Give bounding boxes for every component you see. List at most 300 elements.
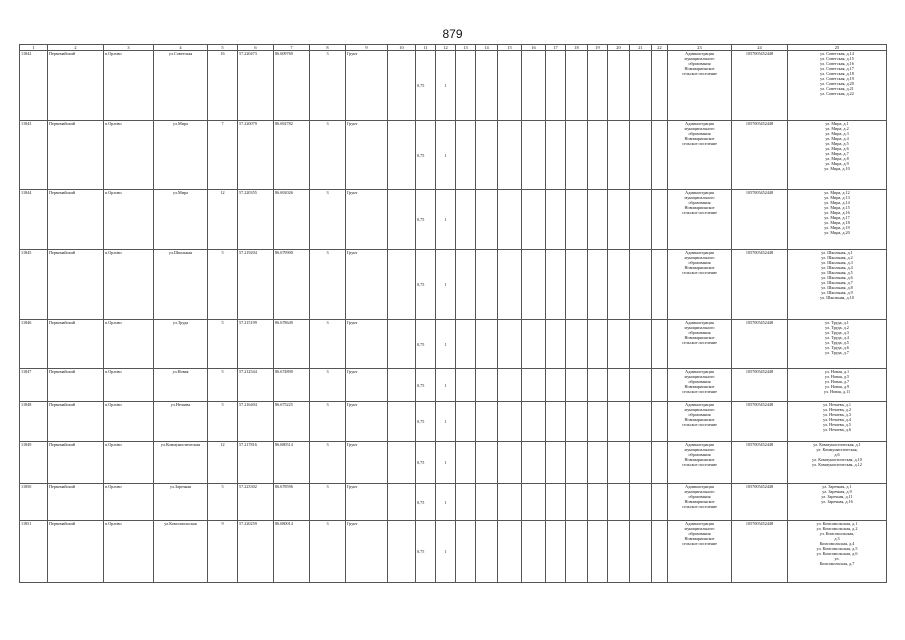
- settlement-cell: п.Орлово: [104, 442, 154, 484]
- owner-cell: [668, 442, 732, 484]
- house-cell: 5: [208, 402, 238, 442]
- column-number-19: 19: [588, 45, 608, 51]
- address-line: ул. Школьная, д.5: [821, 270, 853, 275]
- area-cell: 0,75: [416, 190, 436, 250]
- column-16-cell: [522, 484, 546, 521]
- column-13-cell: [456, 402, 476, 442]
- record-id: 11849: [20, 442, 48, 484]
- column-12-cell: 1: [436, 369, 456, 402]
- column-15-cell: [498, 402, 522, 442]
- house-cell: 7: [208, 121, 238, 190]
- area-cell: 0,75: [416, 369, 436, 402]
- column-number-10: 10: [388, 45, 416, 51]
- latitude-cell: 57.220473: [238, 51, 274, 121]
- address-line: ул. Школьная, д.8: [821, 285, 853, 290]
- column-17-cell: [546, 190, 566, 250]
- owner-line: Новомариинское: [684, 265, 715, 270]
- owner-line: Администрация: [685, 369, 714, 374]
- street-cell: ул.Заречная: [154, 484, 208, 521]
- column-17-cell: [546, 442, 566, 484]
- column-21-cell: [630, 484, 652, 521]
- owner-line: муниципального: [684, 489, 715, 494]
- column-17-cell: [546, 51, 566, 121]
- column-13-cell: [456, 369, 476, 402]
- column-19-cell: [588, 250, 608, 320]
- owner-line: образования: [688, 494, 711, 499]
- address-line: д.6: [834, 452, 840, 457]
- owner-line: образования: [688, 412, 711, 417]
- owner-cell: [668, 521, 732, 583]
- column-16-cell: [522, 320, 546, 369]
- column-12-cell: 1: [436, 250, 456, 320]
- column-19-cell: [588, 484, 608, 521]
- address-line: ул. Комсомольская,: [819, 531, 855, 536]
- table-row: [20, 190, 887, 250]
- column-number-13: 13: [456, 45, 476, 51]
- surface-cell: Грунт: [346, 442, 388, 484]
- street-cell: ул.Мира: [154, 121, 208, 190]
- ogrn-cell: 1057005452448: [732, 190, 788, 250]
- address-line: ул. Новая, д.7: [824, 379, 850, 384]
- address-line: ул. Мира, д.5: [825, 141, 849, 146]
- column-8-cell: 3: [310, 320, 346, 369]
- longitude-cell: 86.678596: [274, 484, 310, 521]
- latitude-cell: 57.217816: [238, 442, 274, 484]
- address-line: ул. Мира, д.8: [825, 156, 849, 161]
- column-14-cell: [476, 369, 498, 402]
- addresses-cell: [788, 320, 887, 369]
- district-cell: Первомайский: [48, 51, 104, 121]
- column-16-cell: [522, 121, 546, 190]
- column-10-cell: [388, 190, 416, 250]
- column-10-cell: [388, 521, 416, 583]
- column-21-cell: [630, 51, 652, 121]
- area-cell: 0,75: [416, 402, 436, 442]
- address-line: ул. Новая, д.11: [823, 389, 851, 394]
- column-8-cell: 3: [310, 121, 346, 190]
- address-line: Комсомольская, д.4: [819, 541, 855, 546]
- column-13-cell: [456, 51, 476, 121]
- latitude-cell: 57.220355: [238, 190, 274, 250]
- address-line: ул. Советская, д.17: [820, 66, 854, 71]
- column-15-cell: [498, 250, 522, 320]
- column-20-cell: [608, 369, 630, 402]
- address-line: ул. Мира, д.14: [824, 200, 850, 205]
- column-15-cell: [498, 51, 522, 121]
- owner-line: образования: [688, 200, 711, 205]
- owner-line: муниципального: [684, 56, 715, 61]
- owner-line: муниципального: [684, 325, 715, 330]
- column-13-cell: [456, 521, 476, 583]
- area-cell: 0,75: [416, 51, 436, 121]
- column-10-cell: [388, 320, 416, 369]
- column-19-cell: [588, 402, 608, 442]
- column-21-cell: [630, 402, 652, 442]
- address-line: ул. Труда, д.7: [825, 350, 849, 355]
- column-17-cell: [546, 320, 566, 369]
- table-row: [20, 121, 887, 190]
- column-10-cell: [388, 484, 416, 521]
- column-17-cell: [546, 402, 566, 442]
- owner-line: Администрация: [685, 51, 714, 56]
- column-8-cell: 3: [310, 484, 346, 521]
- owner-line: муниципального: [684, 255, 715, 260]
- column-number-14: 14: [476, 45, 498, 51]
- table-row: [20, 484, 887, 521]
- column-8-cell: 3: [310, 190, 346, 250]
- address-line: ул. Нечаева, д.5: [823, 422, 851, 427]
- owner-cell: [668, 190, 732, 250]
- column-16-cell: [522, 250, 546, 320]
- column-12-cell: 1: [436, 190, 456, 250]
- record-id: 11851: [20, 521, 48, 583]
- addresses-cell: [788, 250, 887, 320]
- owner-line: муниципального: [684, 407, 715, 412]
- owner-cell: [668, 369, 732, 402]
- settlement-cell: п.Орлово: [104, 320, 154, 369]
- column-22-cell: [652, 369, 668, 402]
- settlement-cell: п.Орлово: [104, 484, 154, 521]
- address-line: ул. Советская, д.20: [820, 81, 854, 86]
- column-21-cell: [630, 190, 652, 250]
- district-cell: Первомайский: [48, 521, 104, 583]
- addresses-cell: [788, 484, 887, 521]
- area-cell: 0,75: [416, 121, 436, 190]
- latitude-cell: 57.220079: [238, 121, 274, 190]
- ogrn-cell: 1057005452448: [732, 402, 788, 442]
- address-line: ул. Новая, д.9: [824, 384, 850, 389]
- column-10-cell: [388, 250, 416, 320]
- column-8-cell: 3: [310, 442, 346, 484]
- column-18-cell: [566, 442, 588, 484]
- house-cell: 12: [208, 442, 238, 484]
- column-19-cell: [588, 521, 608, 583]
- address-line: ул. Советская, д.18: [820, 71, 854, 76]
- column-number-6: 6: [238, 45, 274, 51]
- surface-cell: Грунт: [346, 320, 388, 369]
- district-cell: Первомайский: [48, 442, 104, 484]
- column-number-11: 11: [416, 45, 436, 51]
- settlement-cell: п.Орлово: [104, 369, 154, 402]
- district-cell: Первомайский: [48, 402, 104, 442]
- column-21-cell: [630, 250, 652, 320]
- column-16-cell: [522, 402, 546, 442]
- address-line: ул. Комсомольская, д.5: [816, 546, 858, 551]
- owner-line: образования: [688, 131, 711, 136]
- address-line: ул. Коммунистическая, д.1: [813, 442, 861, 447]
- column-21-cell: [630, 121, 652, 190]
- column-18-cell: [566, 190, 588, 250]
- owner-line: Администрация: [685, 250, 714, 255]
- record-id: 11848: [20, 402, 48, 442]
- column-8-cell: 3: [310, 250, 346, 320]
- street-cell: ул.Труда: [154, 320, 208, 369]
- address-line: ул. Мира, д.12: [824, 190, 850, 195]
- house-cell: 9: [208, 521, 238, 583]
- ogrn-cell: 1057005452448: [732, 51, 788, 121]
- area-cell: 0,75: [416, 320, 436, 369]
- longitude-cell: 86.692026: [274, 190, 310, 250]
- owner-line: муниципального: [684, 447, 715, 452]
- address-line: ул. Мира, д.13: [824, 195, 850, 200]
- area-cell: 0,75: [416, 250, 436, 320]
- column-number-16: 16: [522, 45, 546, 51]
- address-line: ул. Мира, д.7: [825, 151, 849, 156]
- column-10-cell: [388, 121, 416, 190]
- record-id: 11850: [20, 484, 48, 521]
- address-line: ул. Советская, д.16: [820, 61, 854, 66]
- address-line: ул. Советская, д.19: [820, 76, 854, 81]
- column-13-cell: [456, 250, 476, 320]
- address-line: ул. Мира, д.3: [825, 131, 849, 136]
- owner-line: Администрация: [685, 190, 714, 195]
- column-12-cell: 1: [436, 402, 456, 442]
- latitude-cell: 57.219204: [238, 250, 274, 320]
- owner-line: Администрация: [685, 402, 714, 407]
- address-line: ул. Советская, д.21: [820, 86, 854, 91]
- table-row: [20, 250, 887, 320]
- latitude-cell: 57.216404: [238, 402, 274, 442]
- district-cell: Первомайский: [48, 190, 104, 250]
- column-20-cell: [608, 51, 630, 121]
- column-number-7: 7: [274, 45, 310, 51]
- column-16-cell: [522, 521, 546, 583]
- address-line: ул. Труда, д.2: [825, 325, 849, 330]
- owner-line: Новомариинское: [684, 417, 715, 422]
- column-15-cell: [498, 121, 522, 190]
- column-15-cell: [498, 320, 522, 369]
- address-line: ул. Школьная, д.4: [821, 265, 853, 270]
- ogrn-cell: 1057005452448: [732, 369, 788, 402]
- owner-line: муниципального: [684, 374, 715, 379]
- column-15-cell: [498, 484, 522, 521]
- owner-line: Администрация: [685, 521, 714, 526]
- column-12-cell: 1: [436, 121, 456, 190]
- column-18-cell: [566, 250, 588, 320]
- column-8-cell: 3: [310, 521, 346, 583]
- address-line: ул. Труда, д.6: [825, 345, 849, 350]
- column-number-20: 20: [608, 45, 630, 51]
- address-line: ул. Заречная, д.1: [822, 484, 852, 489]
- column-13-cell: [456, 320, 476, 369]
- column-number-18: 18: [566, 45, 588, 51]
- column-20-cell: [608, 190, 630, 250]
- district-cell: Первомайский: [48, 484, 104, 521]
- column-22-cell: [652, 121, 668, 190]
- owner-cell: [668, 320, 732, 369]
- column-21-cell: [630, 521, 652, 583]
- column-22-cell: [652, 320, 668, 369]
- table-row: [20, 521, 887, 583]
- record-id: 11842: [20, 51, 48, 121]
- owner-line: муниципального: [684, 526, 715, 531]
- column-19-cell: [588, 369, 608, 402]
- column-19-cell: [588, 51, 608, 121]
- column-14-cell: [476, 121, 498, 190]
- address-line: ул. Труда, д.3: [825, 330, 849, 335]
- column-10-cell: [388, 51, 416, 121]
- latitude-cell: 57.223302: [238, 484, 274, 521]
- column-19-cell: [588, 442, 608, 484]
- column-19-cell: [588, 190, 608, 250]
- settlement-cell: п.Орлово: [104, 521, 154, 583]
- address-line: ул. Школьная, д.7: [821, 280, 853, 285]
- page-number: 879: [442, 27, 463, 41]
- column-21-cell: [630, 320, 652, 369]
- address-line: ул. Мира, д.19: [824, 225, 850, 230]
- column-14-cell: [476, 190, 498, 250]
- column-number-5: 5: [208, 45, 238, 51]
- column-number-2: 2: [48, 45, 104, 51]
- column-13-cell: [456, 484, 476, 521]
- surface-cell: Грунт: [346, 369, 388, 402]
- surface-cell: Грунт: [346, 484, 388, 521]
- owner-line: Новомариинское: [684, 136, 715, 141]
- owner-cell: [668, 402, 732, 442]
- column-12-cell: 1: [436, 484, 456, 521]
- column-10-cell: [388, 402, 416, 442]
- column-18-cell: [566, 51, 588, 121]
- address-line: ул. Школьная, д.10: [820, 295, 854, 300]
- ogrn-cell: 1057005452448: [732, 121, 788, 190]
- addresses-cell: [788, 442, 887, 484]
- address-line: ул. Мира, д.20: [824, 230, 850, 235]
- column-14-cell: [476, 484, 498, 521]
- owner-line: сельское поселение: [682, 270, 717, 275]
- column-12-cell: 1: [436, 51, 456, 121]
- address-line: ул. Советская, д.22: [820, 91, 854, 96]
- column-15-cell: [498, 190, 522, 250]
- ogrn-cell: 1057005452448: [732, 320, 788, 369]
- house-cell: 5: [208, 320, 238, 369]
- surface-cell: Грунт: [346, 51, 388, 121]
- longitude-cell: 86.674890: [274, 369, 310, 402]
- street-cell: ул.Комсомольская: [154, 521, 208, 583]
- column-10-cell: [388, 442, 416, 484]
- settlement-cell: п.Орлово: [104, 402, 154, 442]
- owner-line: сельское поселение: [682, 422, 717, 427]
- address-line: ул. Мира, д.16: [824, 210, 850, 215]
- column-17-cell: [546, 250, 566, 320]
- street-cell: ул.Новая: [154, 369, 208, 402]
- house-cell: 12: [208, 190, 238, 250]
- surface-cell: Грунт: [346, 190, 388, 250]
- address-line: ул. Мира, д.10: [824, 166, 850, 171]
- address-line: ул.: [834, 556, 840, 561]
- longitude-cell: 86.680014: [274, 521, 310, 583]
- column-19-cell: [588, 121, 608, 190]
- column-number-17: 17: [546, 45, 566, 51]
- latitude-cell: 57.212544: [238, 369, 274, 402]
- column-18-cell: [566, 320, 588, 369]
- column-13-cell: [456, 190, 476, 250]
- address-line: ул. Мира, д.9: [825, 161, 849, 166]
- column-12-cell: 1: [436, 442, 456, 484]
- column-12-cell: 1: [436, 521, 456, 583]
- column-15-cell: [498, 369, 522, 402]
- owner-line: сельское поселение: [682, 462, 717, 467]
- column-14-cell: [476, 402, 498, 442]
- column-14-cell: [476, 521, 498, 583]
- column-22-cell: [652, 442, 668, 484]
- address-line: ул. Комсомольская, д.2: [816, 526, 858, 531]
- column-16-cell: [522, 51, 546, 121]
- owner-cell: [668, 51, 732, 121]
- table-row: [20, 442, 887, 484]
- column-8-cell: 3: [310, 369, 346, 402]
- address-line: д.3: [834, 536, 840, 541]
- owner-line: Новомариинское: [684, 536, 715, 541]
- owner-line: муниципального: [684, 195, 715, 200]
- house-cell: 5: [208, 484, 238, 521]
- street-cell: ул.Нечаева: [154, 402, 208, 442]
- surface-cell: Грунт: [346, 521, 388, 583]
- surface-cell: Грунт: [346, 121, 388, 190]
- table-row: [20, 369, 887, 402]
- column-16-cell: [522, 369, 546, 402]
- column-22-cell: [652, 51, 668, 121]
- address-line: ул. Нечаева, д.1: [823, 402, 851, 407]
- column-20-cell: [608, 250, 630, 320]
- column-17-cell: [546, 521, 566, 583]
- column-17-cell: [546, 121, 566, 190]
- column-8-cell: 3: [310, 402, 346, 442]
- owner-line: сельское поселение: [682, 504, 717, 509]
- column-21-cell: [630, 442, 652, 484]
- address-line: ул. Труда, д.1: [825, 320, 849, 325]
- longitude-cell: 86.609769: [274, 51, 310, 121]
- address-line: ул. Мира, д.18: [824, 220, 850, 225]
- address-line: ул. Коммунистическая,: [816, 447, 858, 452]
- column-number-21: 21: [630, 45, 652, 51]
- owner-line: образования: [688, 379, 711, 384]
- record-id: 11843: [20, 121, 48, 190]
- column-number-24: 24: [732, 45, 788, 51]
- street-cell: ул.Советская: [154, 51, 208, 121]
- address-line: Комсомольская, д.7: [819, 561, 855, 566]
- column-14-cell: [476, 250, 498, 320]
- address-line: ул. Заречная, д.16: [821, 499, 853, 504]
- address-line: ул. Школьная, д.9: [821, 290, 853, 295]
- district-cell: Первомайский: [48, 250, 104, 320]
- street-cell: ул.Мира: [154, 190, 208, 250]
- address-line: ул. Заречная, д.11: [821, 494, 853, 499]
- column-20-cell: [608, 521, 630, 583]
- owner-line: образования: [688, 260, 711, 265]
- table-row: [20, 402, 887, 442]
- house-cell: 5: [208, 369, 238, 402]
- longitude-cell: 86.680514: [274, 442, 310, 484]
- address-line: ул. Школьная, д.3: [821, 260, 853, 265]
- column-number-25: 25: [788, 45, 887, 51]
- house-cell: 16: [208, 51, 238, 121]
- owner-line: Администрация: [685, 320, 714, 325]
- column-8-cell: 3: [310, 51, 346, 121]
- address-line: ул. Новая, д.5: [824, 374, 850, 379]
- owner-line: Администрация: [685, 442, 714, 447]
- address-line: ул. Мира, д.15: [824, 205, 850, 210]
- column-22-cell: [652, 190, 668, 250]
- column-14-cell: [476, 320, 498, 369]
- address-line: ул. Коммунистическая, д.12: [812, 462, 862, 467]
- owner-line: образования: [688, 452, 711, 457]
- ogrn-cell: 1057005452448: [732, 250, 788, 320]
- column-number-15: 15: [498, 45, 522, 51]
- column-20-cell: [608, 320, 630, 369]
- column-22-cell: [652, 484, 668, 521]
- column-22-cell: [652, 250, 668, 320]
- address-line: ул. Новая, д.1: [824, 369, 850, 374]
